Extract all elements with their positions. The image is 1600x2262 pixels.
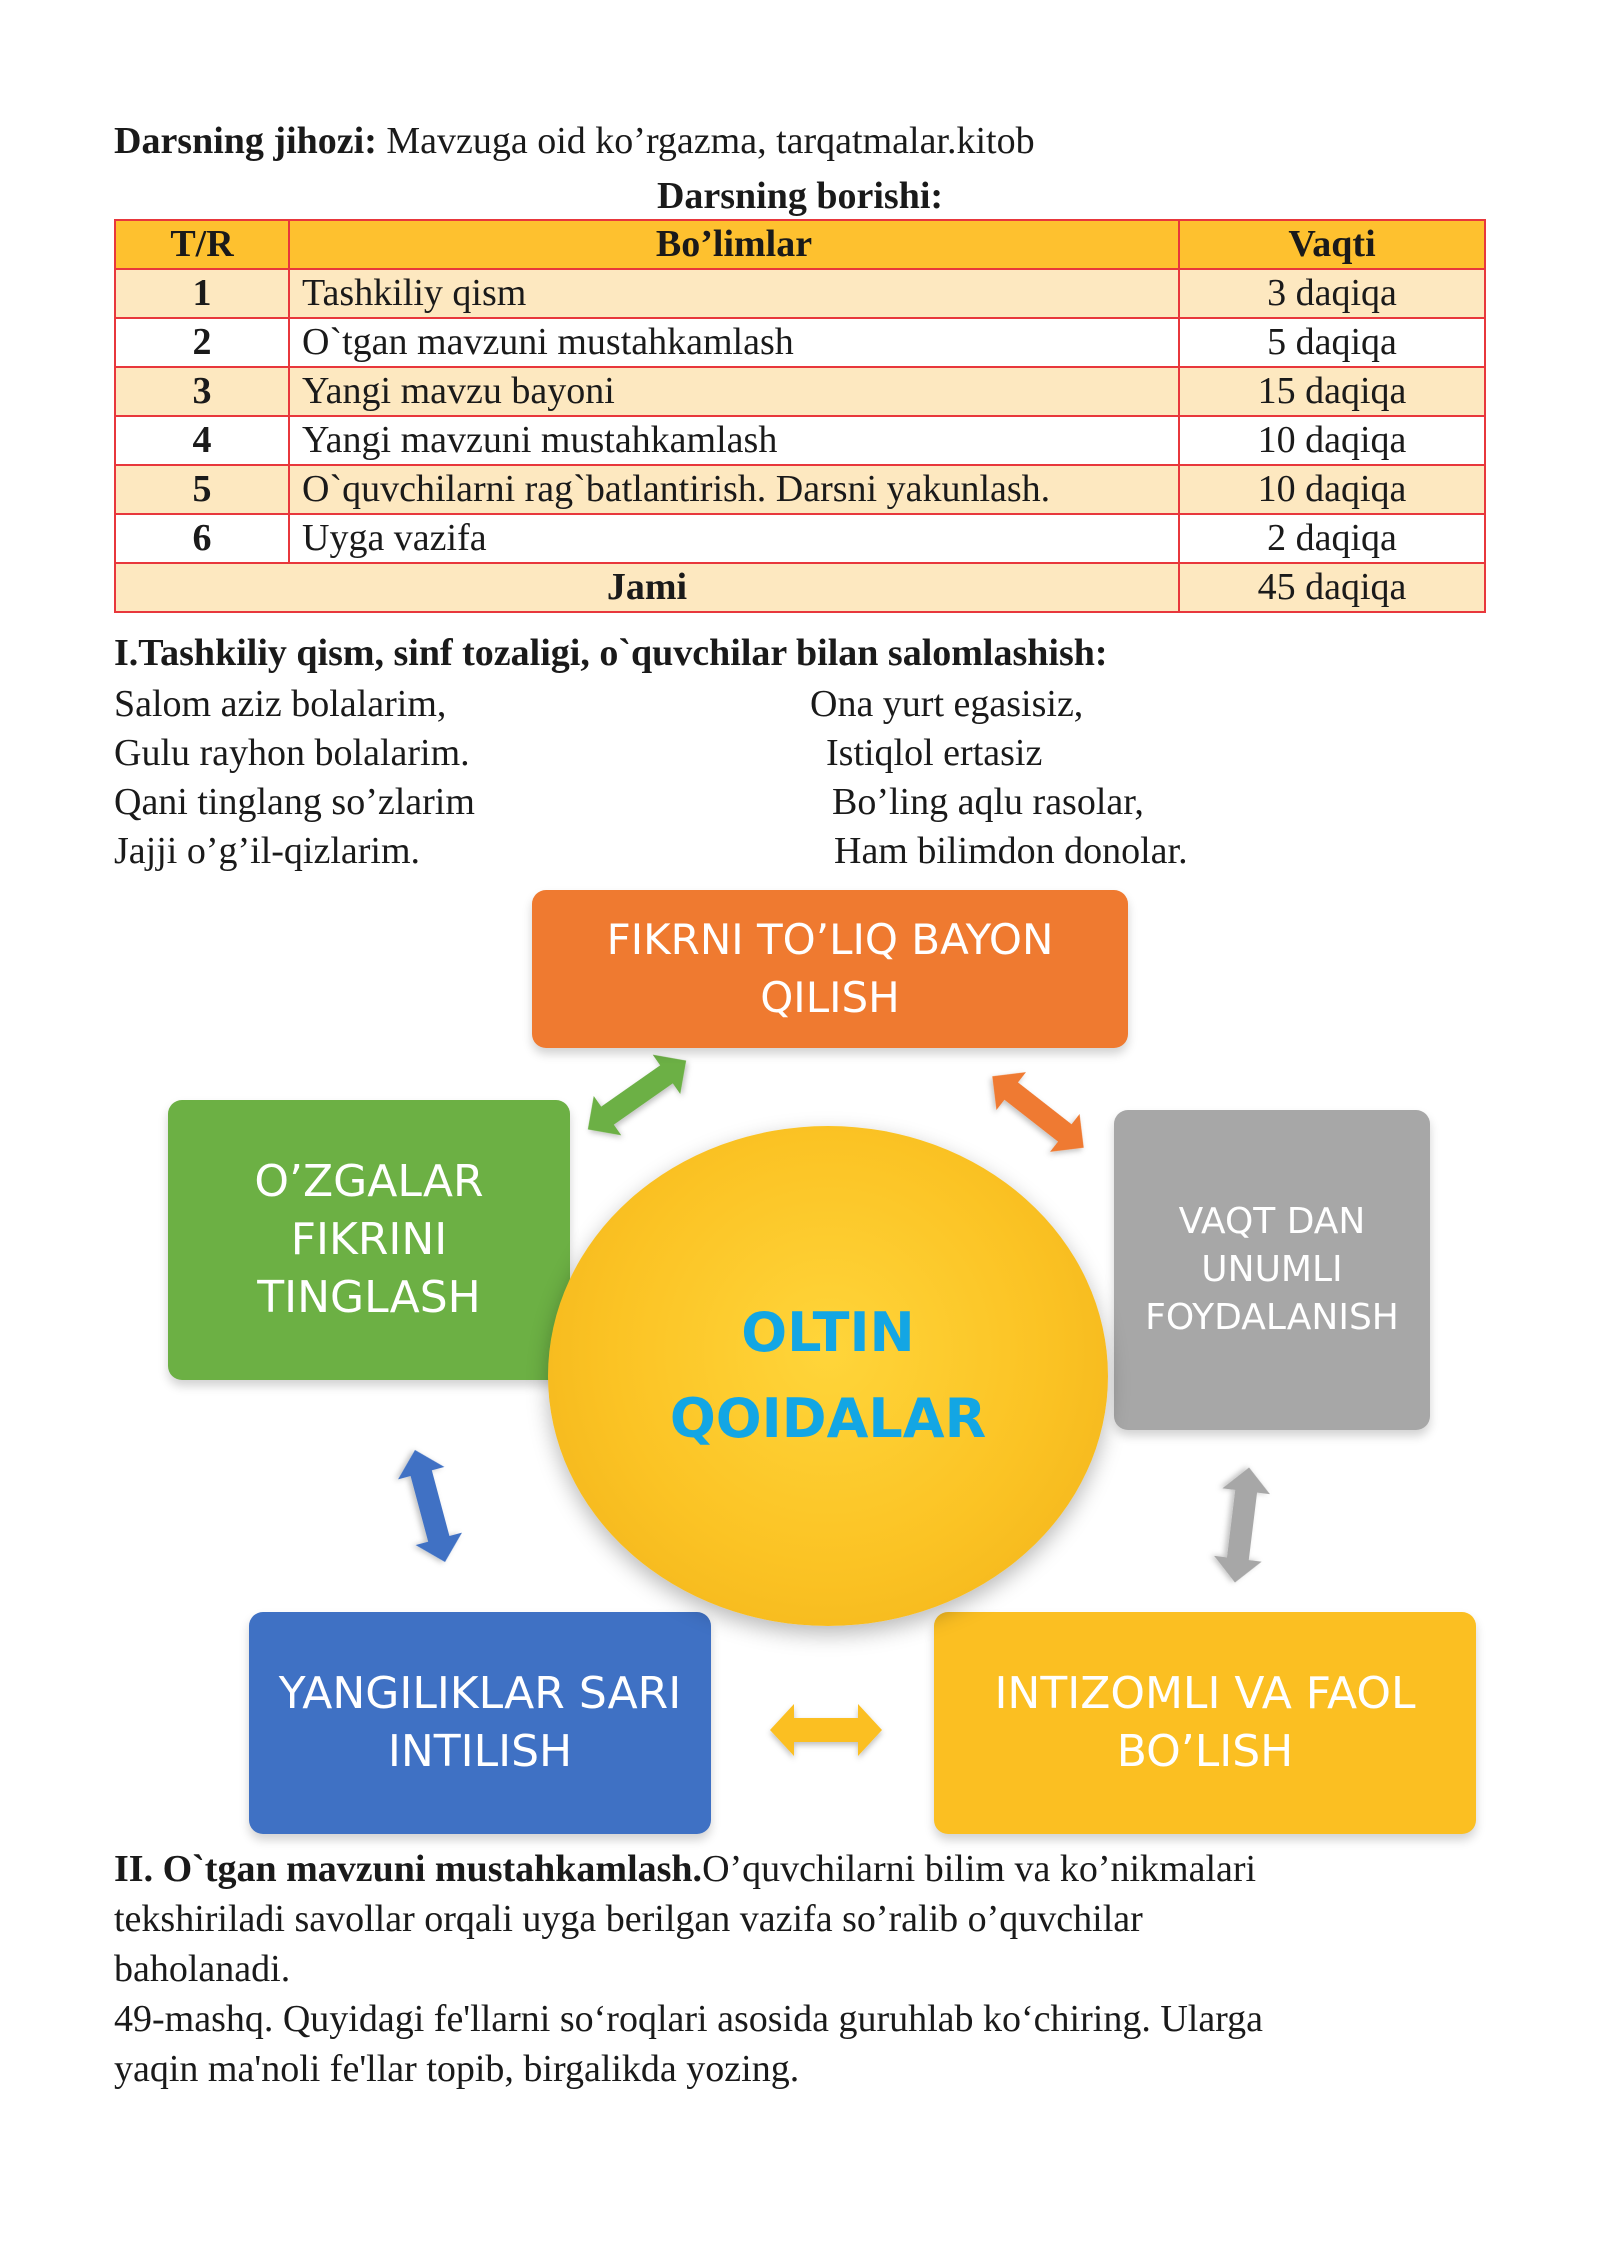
table-row: [115, 367, 1485, 416]
table-row: [115, 514, 1485, 563]
equipment-text: Mavzuga oid ko’rgazma, tarqatmalar.kitob: [376, 120, 1035, 162]
row-time: 15 daqiqa: [1179, 367, 1485, 416]
row-time: 10 daqiqa: [1179, 465, 1485, 514]
row-section: O`tgan mavzuni mustahkamlash: [289, 318, 1179, 367]
progress-title: Darsning borishi:: [656, 175, 944, 217]
rule-box-left: [168, 1100, 570, 1380]
section2-line1: [114, 1844, 1256, 1894]
table-row: [115, 269, 1485, 318]
section2-heading: II. O`tgan mavzuni mustahkamlash.: [114, 1848, 703, 1890]
poem-line: Ham bilimdon donolar.: [834, 830, 1188, 872]
row-time: 10 daqiqa: [1179, 416, 1485, 465]
poem-line: Jajji o’g’il-qizlarim.: [114, 830, 421, 872]
center-text: OLTIN QOIDALAR: [669, 1301, 987, 1450]
row-section: Tashkiliy qism: [289, 269, 1179, 318]
table-header-row: [115, 220, 1485, 269]
row-number: 2: [115, 318, 289, 367]
rule-text-bottom-left: YANGILIKLAR SARI INTILISH: [278, 1668, 682, 1777]
row-time: 3 daqiqa: [1179, 269, 1485, 318]
row-section: Yangi mavzuni mustahkamlash: [289, 416, 1179, 465]
poem-line: Gulu rayhon bolalarim.: [114, 732, 470, 774]
row-time: 5 daqiqa: [1179, 318, 1485, 367]
equipment-line: [114, 116, 1035, 166]
section2-text3: baholanadi.: [114, 1948, 291, 1990]
rule-box-bottom-left: [249, 1612, 711, 1834]
arrow-top-left: [574, 1041, 700, 1149]
row-number: 4: [115, 416, 289, 465]
table-row: [115, 416, 1485, 465]
header-time: Vaqti: [1179, 220, 1485, 269]
poem-line: Ona yurt egasisiz,: [810, 683, 1084, 725]
arrow-left-vertical: [392, 1444, 468, 1568]
poem-line: Qani tinglang so’zlarim: [114, 781, 475, 823]
poem-line: Istiqlol ertasiz: [826, 732, 1043, 774]
section1-heading: I.Tashkiliy qism, sinf tozaligi, o`quvchilar bilan salomlashish:: [114, 632, 1108, 674]
arrow-right-vertical: [1211, 1465, 1273, 1586]
poem-line: Salom aziz bolalarim,: [114, 683, 447, 725]
rule-box-right: [1114, 1110, 1430, 1430]
row-section: Uyga vazifa: [289, 514, 1179, 563]
rule-box-bottom-right: [934, 1612, 1476, 1834]
section2-text2: tekshiriladi savollar orqali uyga berilgan vazifa so’ralib o’quvchilar: [114, 1898, 1143, 1940]
table-row: [115, 318, 1485, 367]
section2-text1: O’quvchilarni bilim va ko’nikmalari: [702, 1848, 1257, 1890]
poem-right: [810, 680, 1188, 876]
table-row: [115, 465, 1485, 514]
rule-box-top: [532, 890, 1128, 1048]
arrow-bottom-horizontal: [770, 1704, 882, 1756]
row-time: 2 daqiqa: [1179, 514, 1485, 563]
exercise-line2: yaqin ma'noli fe'llar topib, birgalikda yozing.: [114, 2048, 800, 2090]
rule-text-bottom-right: INTIZOMLI VA FAOL BO’LISH: [994, 1668, 1416, 1777]
header-sections: Bo’limlar: [289, 220, 1179, 269]
header-tr: T/R: [115, 220, 289, 269]
row-number: 5: [115, 465, 289, 514]
row-section: O`quvchilarni rag`batlantirish. Darsni yakunlash.: [289, 465, 1179, 514]
rule-text-right: VAQT DAN UNUMLI FOYDALANISH: [1145, 1201, 1399, 1338]
exercise-line1: 49-mashq. Quyidagi fe'llarni so‘roqlari asosida guruhlab ko‘chiring. Ularga: [114, 1998, 1264, 2040]
poem-line: Bo’ling aqlu rasolar,: [832, 781, 1144, 823]
arrow-top-right: [978, 1057, 1099, 1166]
row-number: 6: [115, 514, 289, 563]
rule-text-left: O’ZGALAR FIKRINI TINGLASH: [254, 1156, 484, 1323]
total-label: Jami: [115, 563, 1179, 612]
poem-left: [114, 680, 475, 876]
golden-rules-diagram: [0, 880, 1600, 1860]
equipment-label: Darsning jihozi:: [114, 120, 377, 162]
lesson-plan-table: [114, 219, 1486, 613]
total-time: 45 daqiqa: [1179, 563, 1485, 612]
row-section: Yangi mavzu bayoni: [289, 367, 1179, 416]
table-total-row: [115, 563, 1485, 612]
center-circle: [548, 1126, 1108, 1626]
rule-text-top: FIKRNI TO’LIQ BAYON QILISH: [606, 915, 1054, 1022]
row-number: 3: [115, 367, 289, 416]
row-number: 1: [115, 269, 289, 318]
